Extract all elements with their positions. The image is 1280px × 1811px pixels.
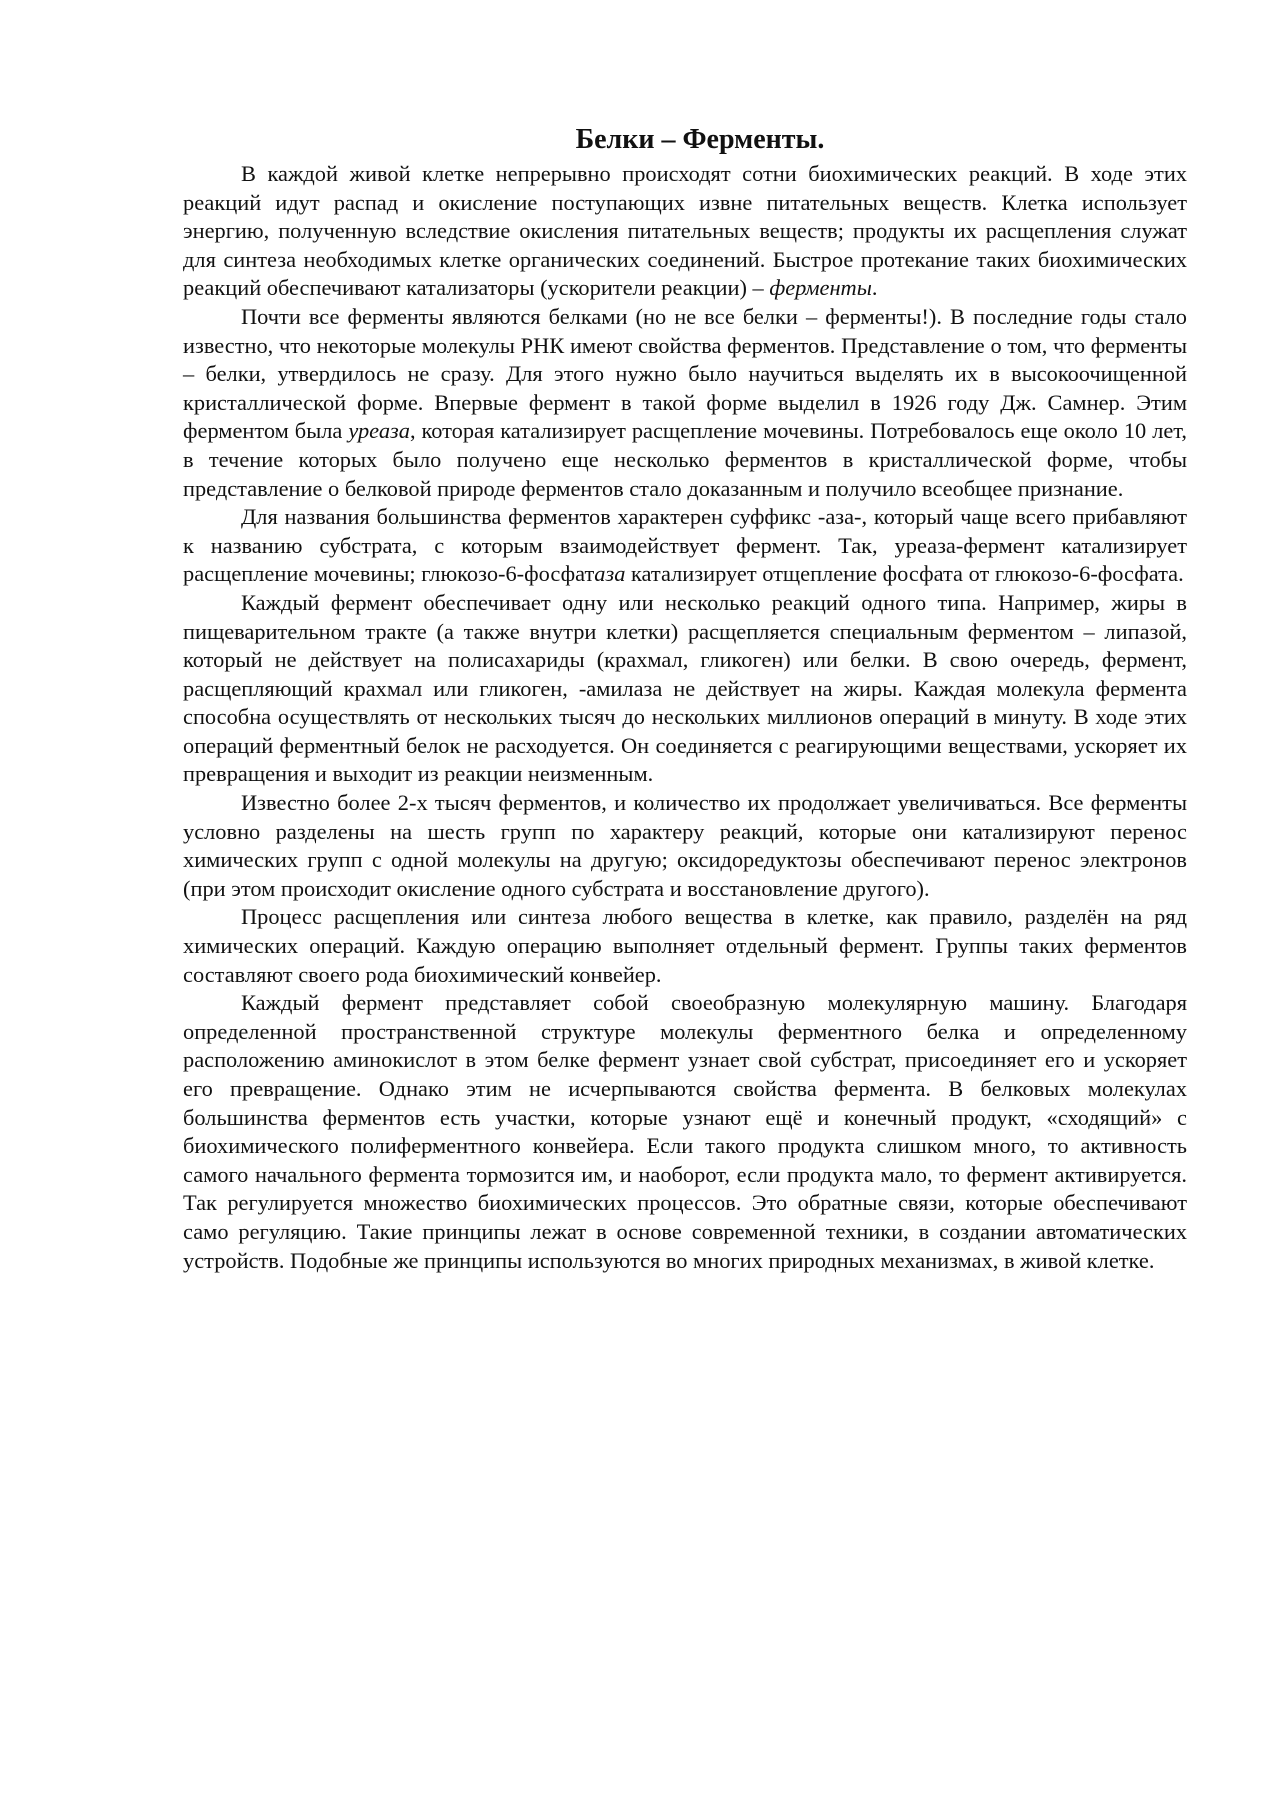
paragraph-text: Известно более 2-х тысяч ферментов, и количество их продолжает увеличиваться. Все ферменты условно разделены на шесть групп по характеру реакций, которые они катализируют перенос химических групп с одной молекулы на другую; оксидоредуктозы обеспечивают перенос электронов (при этом происходит окисление одного субстрата и восстановление другого). xyxy=(183,790,1187,901)
paragraph-3 xyxy=(183,503,1187,589)
paragraph-7 xyxy=(183,989,1187,1275)
paragraph-6 xyxy=(183,903,1187,989)
paragraph-4 xyxy=(183,589,1187,789)
paragraph-5 xyxy=(183,789,1187,903)
document-page xyxy=(183,120,1187,1275)
document-title: Белки – Ферменты. xyxy=(575,124,825,155)
paragraph-italic-term: уреаза xyxy=(348,418,410,444)
paragraph-1 xyxy=(183,160,1187,303)
paragraph-text: Для названия большинства ферментов характерен суффикс -аза-, который чаще всего прибавляют к названию субстрата, с которым взаимодействует фермент. Так, уреаза-фермент катализирует расщепление мочевины; глюкозо-6-фосфат xyxy=(183,504,1187,587)
paragraph-text: Почти все ферменты являются белками (но не все белки – ферменты!). В последние годы стало известно, что некоторые молекулы РНК имеют свойства ферментов. Представление о том, что ферменты – белки, утвердилось не сразу. Для этого нужно было научиться выделять их в высокоочищенной кристаллической форме. Впервые фермент в такой форме выделил в 1926 году Дж. Самнер. Этим ферментом была xyxy=(183,303,1187,444)
paragraph-text: Каждый фермент представляет собой своеобразную молекулярную машину. Благодаря определенной пространственной структуре молекулы ферментного белка и определенному расположению аминокислот в этом белке фермент узнает свой субстрат, присоединяет его и ускоряет его превращение. Однако этим не исчерпываются свойства фермента. В белковых молекулах большинства ферментов есть участки, которые узнают ещё и конечный продукт, «сходящий» с биохимического полиферментного конвейера. Если такого продукта слишком много, то активность самого начального фермента тормозится им, и наоборот, если продукта мало, то фермент активируется. Так регулируется множество биохимических процессов. Это обратные связи, которые обеспечивают само регуляцию. Такие принципы лежат в основе современной техники, в создании автоматических устройств. Подобные же принципы используются во многих природных механизмах, в живой клетке. xyxy=(183,990,1187,1273)
paragraph-italic-term: ферменты xyxy=(769,275,872,301)
paragraph-text: . xyxy=(871,275,878,301)
paragraph-text: Процесс расщепления или синтеза любого вещества в клетке, как правило, разделён на ряд химических операций. Каждую операцию выполняет отдельный фермент. Группы таких ферментов составляют своего рода биохимический конвейер. xyxy=(183,904,1187,987)
paragraph-text: Каждый фермент обеспечивает одну или несколько реакций одного типа. Например, жиры в пищеварительном тракте (а также внутри клетки) расщепляется специальным ферментом – липазой, который не действует на полисахариды (крахмал, гликоген) или белки. В свою очередь, фермент, расщепляющий крахмал или гликоген, -амилаза не действует на жиры. Каждая молекула фермента способна осуществлять от нескольких тысяч до нескольких миллионов операций в минуту. В ходе этих операций ферментный белок не расходуется. Он соединяется с реагирующими веществами, ускоряет их превращения и выходит из реакции неизменным. xyxy=(183,589,1187,787)
paragraph-italic-term: аза xyxy=(594,561,626,587)
paragraph-2 xyxy=(183,303,1187,503)
paragraph-text: , которая катализирует расщепление мочевины. Потребовалось еще около 10 лет, в течение которых было получено еще несколько ферментов в кристаллической форме, чтобы представление о белковой природе ферментов стало доказанным и получило всеобщее признание. xyxy=(183,418,1188,501)
paragraph-text: В каждой живой клетке непрерывно происходят сотни биохимических реакций. В ходе этих реакций идут распад и окисление поступающих извне питательных веществ. Клетка использует энергию, полученную вследствие окисления питательных веществ; продукты их расщепления служат для синтеза необходимых клетке органических соединений. Быстрое протекание таких биохимических реакций обеспечивают катализаторы (ускорители реакции) – xyxy=(183,161,1187,301)
paragraph-text: катализирует отщепление фосфата от глюкозо-6-фосфата. xyxy=(625,561,1184,587)
